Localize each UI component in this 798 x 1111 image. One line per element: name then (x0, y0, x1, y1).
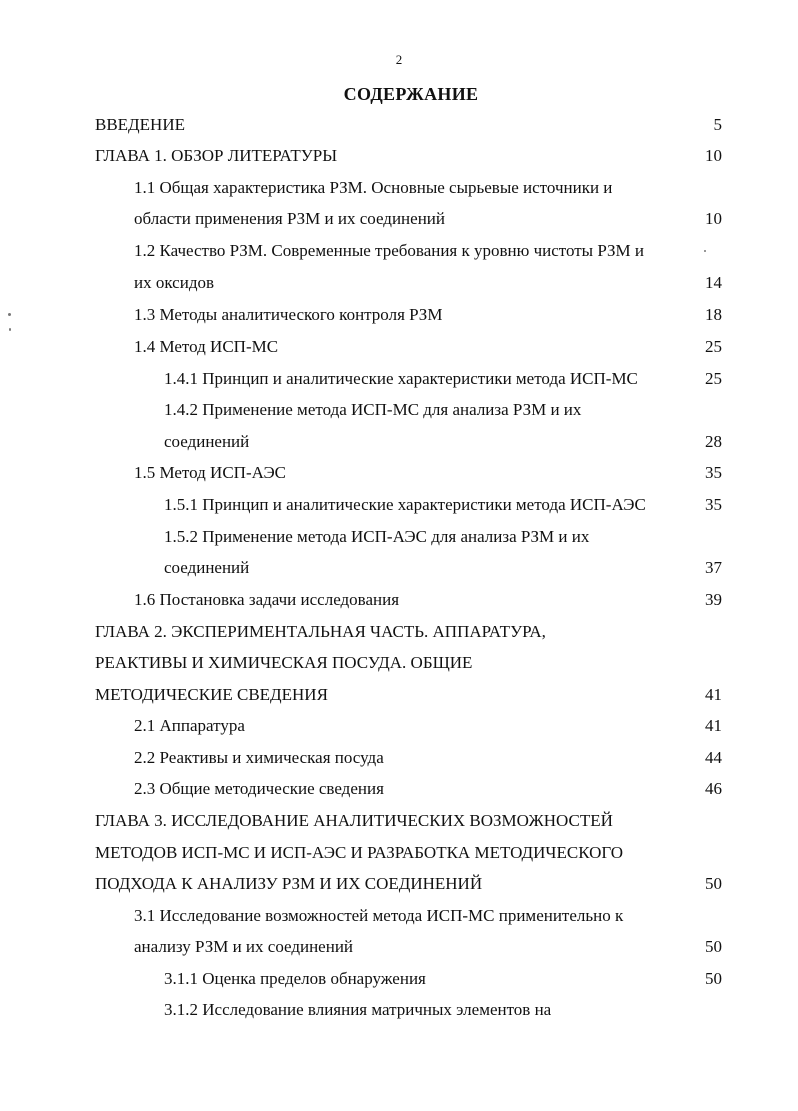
toc-entry[interactable]: 3.1 Исследование возможностей метода ИСП-МС применительно к (134, 906, 624, 925)
toc-entry[interactable]: 1.4.1 Принцип и аналитические характеристики метода ИСП-МС (164, 369, 638, 388)
toc-page-number: 39 (705, 590, 722, 609)
toc-entry[interactable]: 2.3 Общие методические сведения (134, 779, 384, 798)
toc-entry-continuation[interactable]: РЕАКТИВЫ И ХИМИЧЕСКАЯ ПОСУДА. ОБЩИЕ (95, 653, 473, 672)
toc-entry-continuation[interactable]: их оксидов (134, 273, 215, 292)
toc-entry[interactable]: 1.2 Качество РЗМ. Современные требования к уровню чистоты РЗМ и (134, 241, 644, 260)
toc-page-number: 50 (705, 874, 722, 893)
toc-entry[interactable]: 1.4.2 Применение метода ИСП-МС для анализа РЗМ и их (164, 400, 582, 419)
toc-page-number: 28 (705, 432, 722, 451)
toc-entry[interactable]: 1.3 Методы аналитического контроля РЗМ (134, 305, 443, 324)
toc-entry-continuation[interactable]: области применения РЗМ и их соединений (134, 209, 445, 228)
toc-page-number: 35 (705, 463, 722, 482)
page-title: СОДЕРЖАНИЕ (343, 84, 479, 104)
page-number: 2 (395, 52, 403, 67)
toc-page-number: 46 (705, 779, 722, 798)
toc-entry[interactable]: 1.5.1 Принцип и аналитические характеристики метода ИСП-АЭС (164, 495, 646, 514)
toc-entry[interactable]: ВВЕДЕНИЕ (95, 115, 185, 134)
toc-entry[interactable]: 2.1 Аппаратура (134, 716, 245, 735)
toc-entry-continuation[interactable]: анализу РЗМ и их соединений (134, 937, 354, 956)
toc-entry[interactable]: 1.5 Метод ИСП-АЭС (134, 463, 287, 482)
toc-entry[interactable]: 1.5.2 Применение метода ИСП-АЭС для анализа РЗМ и их (164, 527, 590, 546)
toc-page-number: 35 (705, 495, 722, 514)
toc-entry-continuation[interactable]: МЕТОДИЧЕСКИЕ СВЕДЕНИЯ (95, 685, 328, 704)
toc-page-number: 10 (705, 146, 722, 165)
toc-entry[interactable]: 2.2 Реактивы и химическая посуда (134, 748, 384, 767)
toc-entry[interactable]: ГЛАВА 1. ОБЗОР ЛИТЕРАТУРЫ (95, 146, 338, 165)
toc-entry[interactable]: 3.1.2 Исследование влияния матричных элементов на (164, 1000, 552, 1019)
toc-entry[interactable]: 1.4 Метод ИСП-МС (134, 337, 279, 356)
toc-page-number: 10 (705, 209, 722, 228)
toc-page-number: 18 (705, 305, 722, 324)
toc-page-number: 44 (705, 748, 722, 767)
scan-speck (9, 328, 11, 331)
toc-entry-continuation[interactable]: МЕТОДОВ ИСП-МС И ИСП-АЭС И РАЗРАБОТКА МЕТОДИЧЕСКОГО (95, 843, 624, 862)
toc-entry[interactable]: ГЛАВА 2. ЭКСПЕРИМЕНТАЛЬНАЯ ЧАСТЬ. АППАРАТУРА, (95, 622, 546, 641)
toc-page-number: 14 (705, 273, 722, 292)
toc-page-number: 50 (705, 937, 722, 956)
toc-entry[interactable]: ГЛАВА 3. ИССЛЕДОВАНИЕ АНАЛИТИЧЕСКИХ ВОЗМОЖНОСТЕЙ (95, 811, 613, 830)
toc-entry[interactable]: 1.6 Постановка задачи исследования (134, 590, 400, 609)
toc-entry-continuation[interactable]: соединений (164, 558, 250, 577)
toc-page-number: 37 (705, 558, 722, 577)
toc-page-number: 50 (705, 969, 722, 988)
toc-page-number: 41 (705, 716, 722, 735)
toc-entry[interactable]: 1.1 Общая характеристика РЗМ. Основные сырьевые источники и (134, 178, 613, 197)
scan-speck (704, 250, 706, 252)
toc-page-number: 41 (705, 685, 722, 704)
toc-entry-continuation[interactable]: ПОДХОДА К АНАЛИЗУ РЗМ И ИХ СОЕДИНЕНИЙ (95, 874, 483, 893)
toc-page-number: 25 (705, 337, 722, 356)
toc-page-number: 25 (705, 369, 722, 388)
toc-page-number: 5 (713, 115, 722, 134)
toc-entry-continuation[interactable]: соединений (164, 432, 250, 451)
toc-entry[interactable]: 3.1.1 Оценка пределов обнаружения (164, 969, 426, 988)
scan-speck (8, 313, 11, 316)
